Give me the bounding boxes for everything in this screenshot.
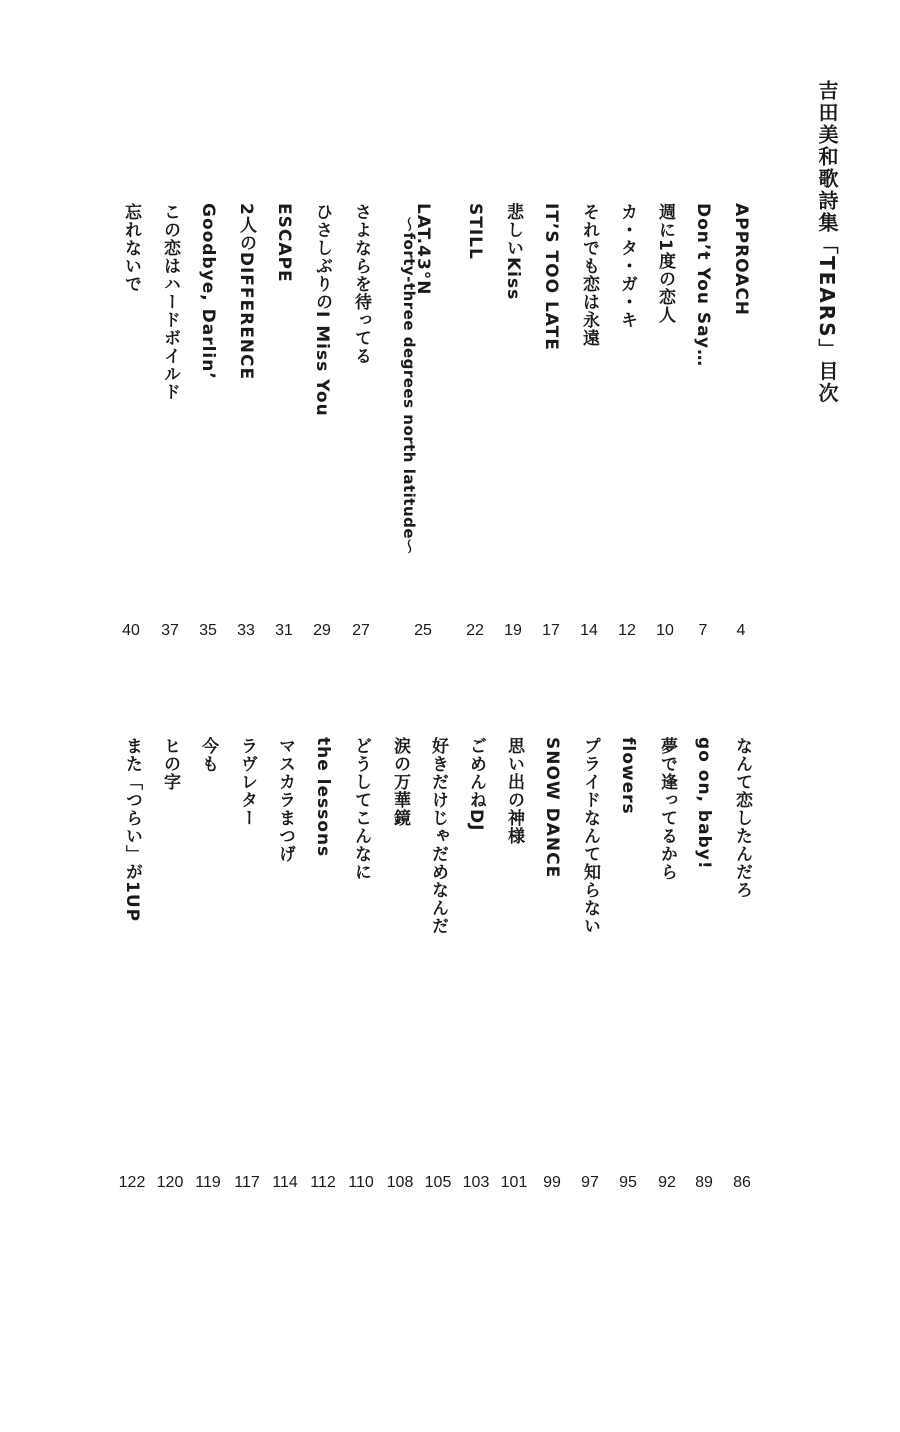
entry-page-number: 10 (656, 622, 674, 639)
entry-title: ひさしぶりのI Miss You (312, 203, 332, 417)
entry-page-number: 33 (237, 622, 255, 639)
entry-page-number: 119 (195, 1174, 221, 1191)
entry-page-number: 17 (542, 622, 560, 639)
entry-page-number: 40 (122, 622, 140, 639)
entry-title: 今も (198, 737, 218, 773)
entry-page-number: 89 (695, 1174, 713, 1191)
entry-title: ラヴレター (237, 737, 257, 827)
entry-title: Don’t You Say… (693, 203, 713, 368)
entry-page-number: 99 (543, 1174, 561, 1191)
entry-title: 悲しいKiss (503, 203, 523, 301)
entry-page-number: 12 (618, 622, 636, 639)
entry-page-number: 120 (156, 1174, 184, 1191)
toc-title: 吉田美和歌詩集「TEARS」目次 (815, 80, 839, 405)
entry-page-number: 27 (352, 622, 370, 639)
entry-title: Goodbye, Darlin’ (198, 203, 218, 380)
entry-title: ごめんねDJ (466, 737, 486, 832)
entry-page-number: 101 (500, 1174, 528, 1191)
entry-title: the lessons (313, 737, 333, 858)
entry-page-number: 117 (234, 1174, 260, 1191)
entry-title: プライドなんて知らない (580, 737, 600, 935)
entry-page-number: 7 (698, 622, 708, 639)
entry-page-number: 108 (386, 1174, 414, 1191)
entry-page-number: 95 (619, 1174, 637, 1191)
entry-page-number: 31 (275, 622, 293, 639)
entry-page-number: 105 (424, 1174, 452, 1191)
entry-page-number: 14 (580, 622, 598, 639)
entry-page-number: 92 (658, 1174, 676, 1191)
entry-page-number: 122 (118, 1174, 146, 1191)
entry-title: 涙の万華鏡 (390, 737, 410, 827)
entry-subtitle: ～forty-three degrees north latitude～ (400, 217, 418, 555)
entry-title: ヒの字 (160, 737, 180, 791)
entry-title: 思い出の神様 (504, 737, 524, 845)
entry-title: 2人のDIFFERENCE (236, 203, 256, 381)
entry-title: カ・タ・ガ・キ (617, 203, 637, 329)
entry-page-number: 110 (348, 1174, 374, 1191)
entry-title: flowers (618, 737, 638, 815)
entry-title: それでも恋は永遠 (579, 203, 599, 347)
entry-page-number: 19 (504, 622, 522, 639)
entry-title: IT’S TOO LATE (541, 203, 561, 351)
entry-title: 週に1度の恋人 (655, 203, 675, 324)
entry-title: 夢で逢ってるから (657, 737, 677, 881)
entry-page-number: 22 (466, 622, 484, 639)
entry-title: LAT.43°N (413, 203, 433, 296)
entry-page-number: 103 (462, 1174, 490, 1191)
entry-title: go on, baby! (694, 737, 714, 870)
entry-title: 忘れないで (121, 203, 141, 293)
entry-page-number: 112 (310, 1174, 336, 1191)
entry-page-number: 86 (733, 1174, 751, 1191)
entry-title: また「つらい」が1UP (122, 737, 142, 923)
entry-page-number: 114 (272, 1174, 298, 1191)
entry-page-number: 29 (313, 622, 331, 639)
entry-page-number: 97 (581, 1174, 599, 1191)
entry-title: APPROACH (731, 203, 751, 317)
entry-title: STILL (465, 203, 485, 260)
entry-title: この恋はハードボイルド (160, 203, 180, 401)
entry-title: なんて恋したんだろ (732, 737, 752, 899)
entry-title: SNOW DANCE (542, 737, 562, 879)
entry-title: どうしてこんなに (351, 737, 371, 881)
entry-title: マスカラまつげ (275, 737, 295, 863)
entry-title: 好きだけじゃだめなんだ (428, 737, 448, 935)
entry-page-number: 35 (199, 622, 217, 639)
entry-title: ESCAPE (274, 203, 294, 283)
entry-page-number: 37 (161, 622, 179, 639)
entry-page-number: 25 (414, 622, 432, 639)
entry-title: さよならを待ってる (351, 203, 371, 365)
entry-page-number: 4 (736, 622, 746, 639)
